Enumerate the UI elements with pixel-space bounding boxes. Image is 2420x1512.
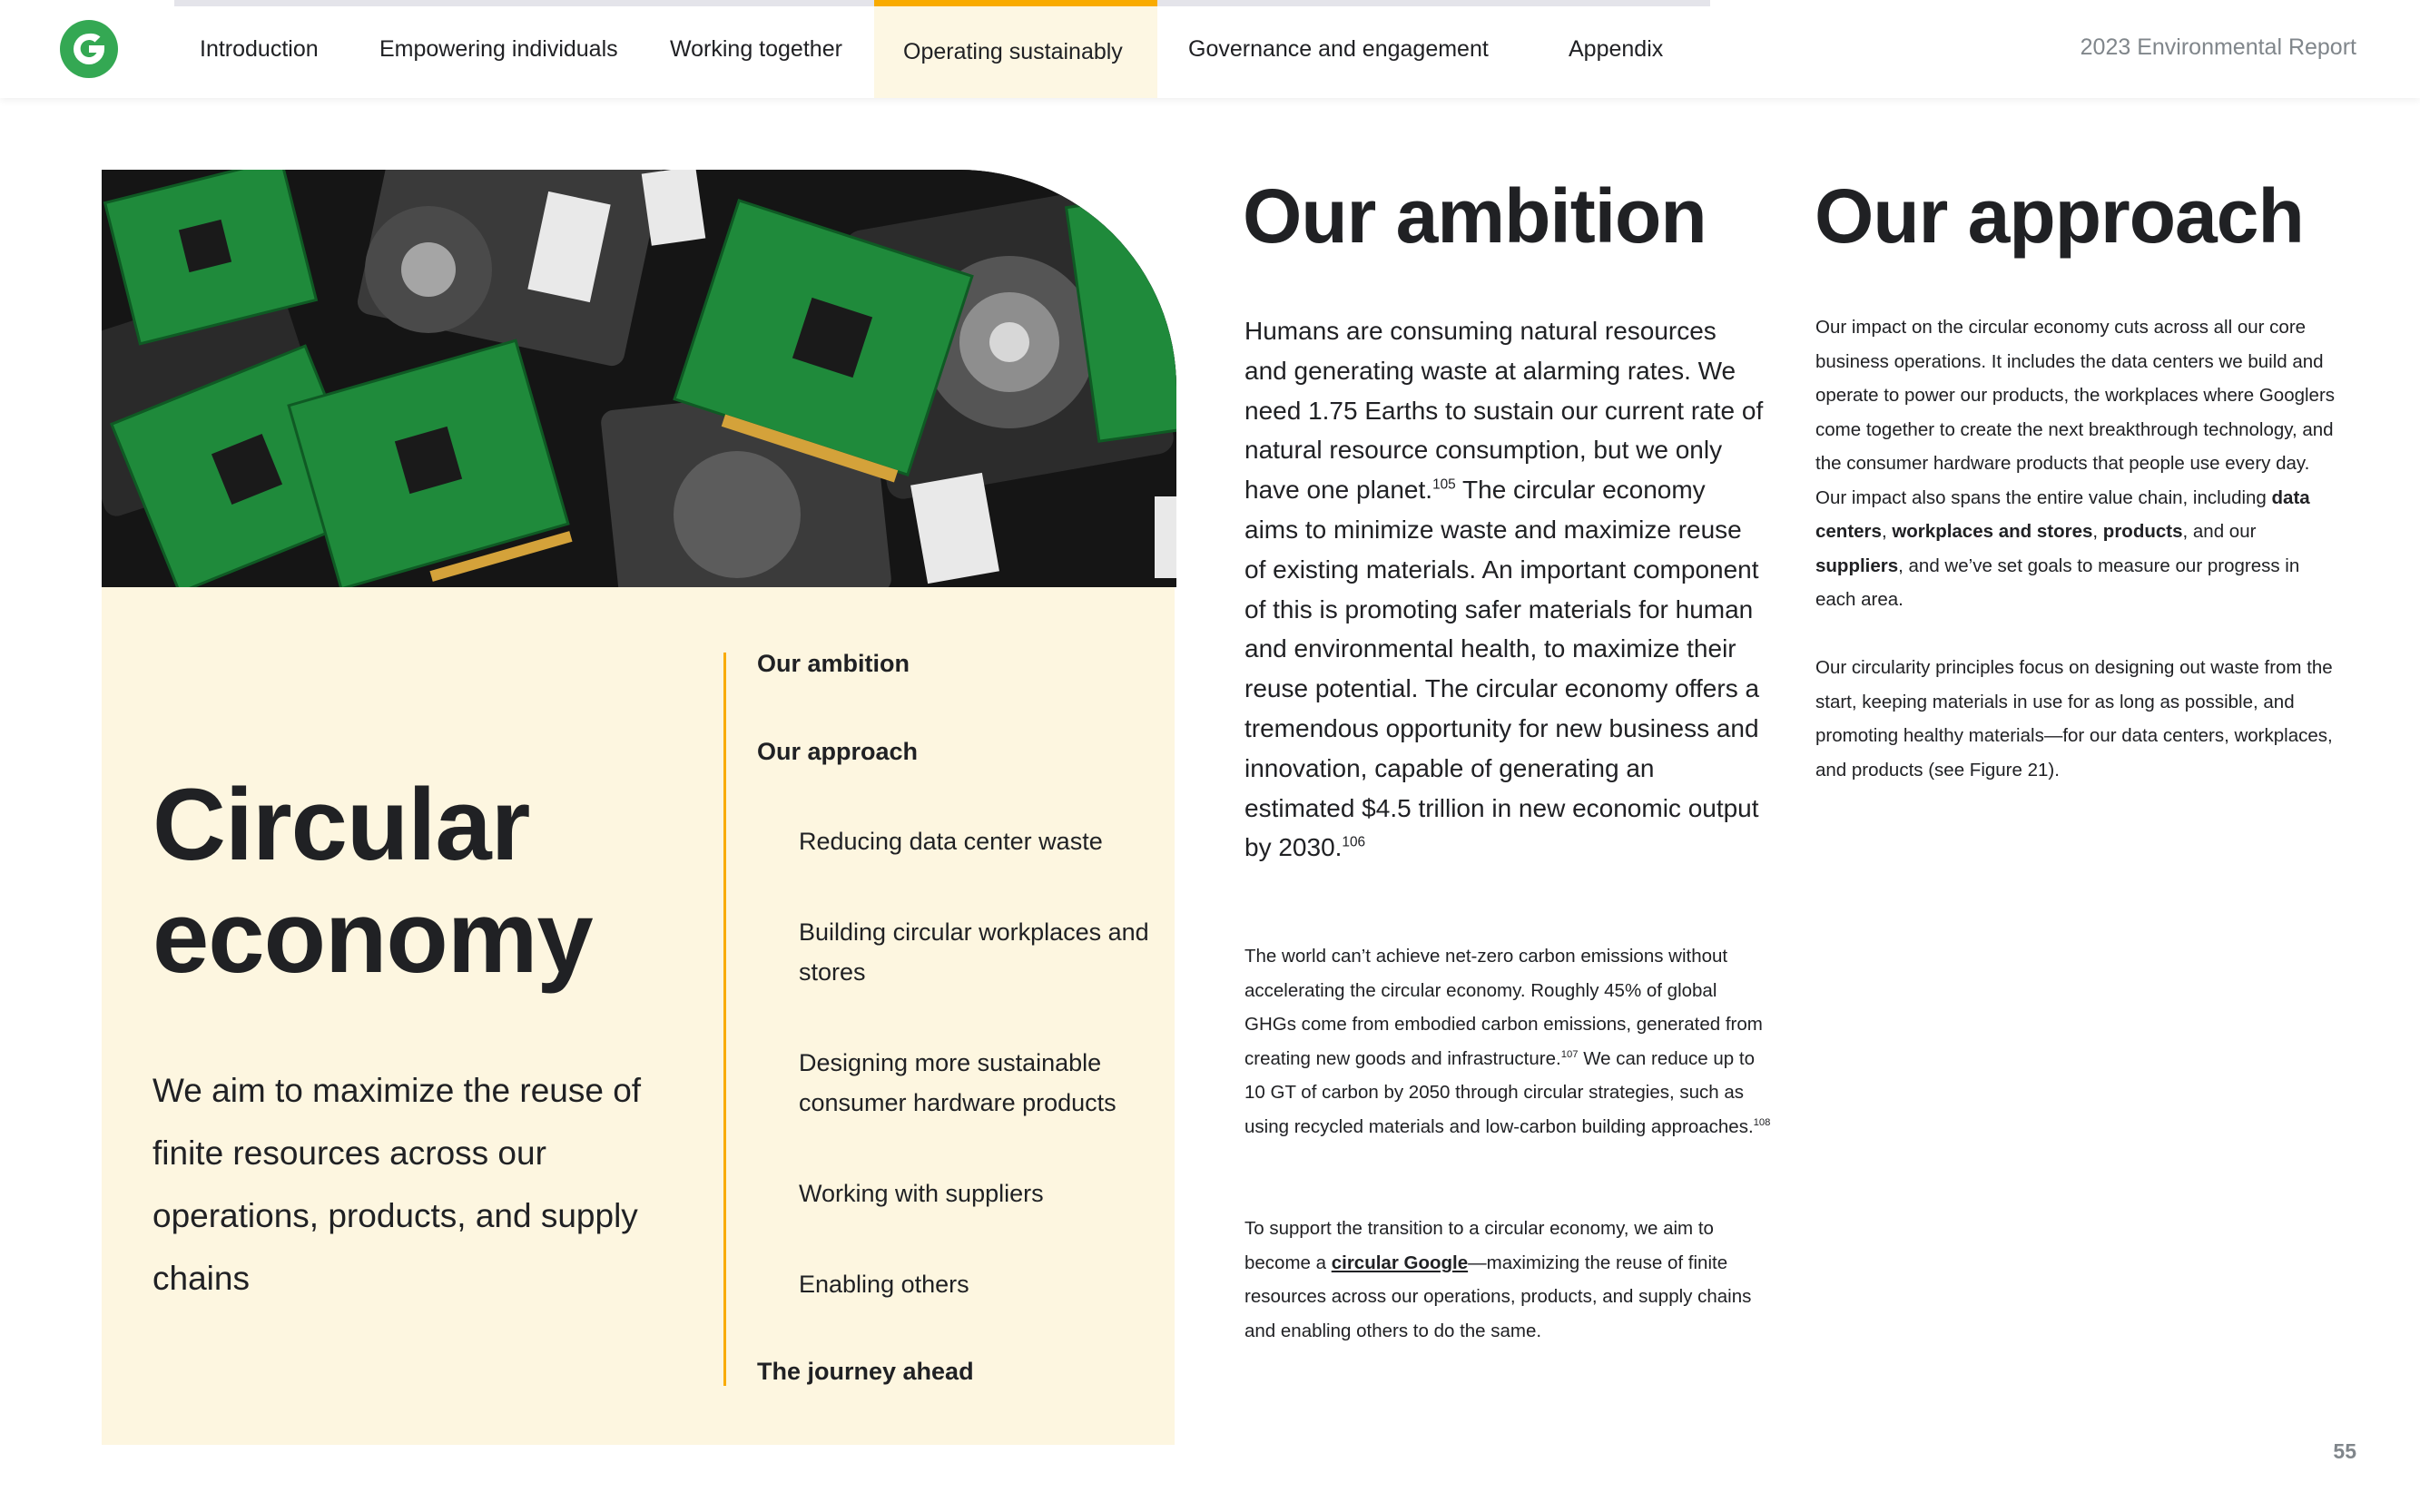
toc-item-enabling-others[interactable]: Enabling others [799, 1271, 969, 1298]
approach-term-suppliers: suppliers [1815, 555, 1899, 576]
nav-tab-governance-and-engagement[interactable]: Governance and engagement [1188, 35, 1489, 62]
toc-item-the-journey-ahead[interactable]: The journey ahead [757, 1358, 974, 1385]
nav-tab-appendix[interactable]: Appendix [1569, 35, 1664, 62]
report-title: 2023 Environmental Report [2080, 34, 2356, 60]
section-title-line-2: economy [152, 880, 593, 994]
approach-term-workplaces-and-stores: workplaces and stores [1892, 521, 2093, 542]
google-g-logo-icon[interactable] [60, 20, 118, 78]
section-intro-panel [102, 587, 1175, 1445]
ambition-p3-text-2: —maximizing the reuse of finite resources across our operations, products, and supply chains and enabling others to do the same. [1244, 1252, 1752, 1341]
approach-p1-text-1: Our impact on the circular economy cuts across all our core business operations. It includes the data centers we build and operate to power our products, the workplaces where Googlers come together to create the next breakthrough technology, and the consumer hardware products that people use every day. Our impact also spans the entire value chain, including [1815, 317, 2336, 508]
circular-google-link[interactable]: circular Google [1331, 1252, 1469, 1273]
ambition-lead-text-1: Humans are consuming natural resources and generating waste at alarming rates. We need 1.75 Earths to sustain our current rate of natural resource consumption, but we only have one planet. [1244, 317, 1764, 505]
toc-item-reducing-data-center-waste[interactable]: Reducing data center waste [799, 828, 1103, 855]
heading-our-approach: Our approach [1815, 173, 2304, 259]
ambition-p2-text-1: The world can’t achieve net-zero carbon emissions without accelerating the circular economy. Roughly 45% of global GHGs come from embodied carbon emissions, generated from creating new goods and infrastructure. [1244, 946, 1763, 1069]
footnote-ref[interactable]: 106 [1342, 835, 1366, 851]
toc-item-building-circular-workplaces[interactable]: Building circular workplaces and stores [799, 918, 1149, 986]
approach-p1-separator: , [1881, 521, 1893, 542]
toc-item-working-with-suppliers[interactable]: Working with suppliers [799, 1180, 1044, 1207]
approach-paragraph-1 [1815, 310, 2342, 617]
approach-term-data-centers: data centers [1815, 486, 2310, 542]
approach-p1-text-2: , and we’ve set goals to measure our progress in each area. [1815, 555, 2300, 610]
section-title-line-1: Circular [152, 768, 530, 881]
footnote-ref[interactable]: 108 [1753, 1116, 1771, 1128]
page-number: 55 [2333, 1439, 2356, 1463]
approach-term-products: products [2102, 521, 2183, 542]
footnote-ref[interactable]: 105 [1432, 476, 1456, 493]
footnote-ref[interactable]: 107 [1560, 1048, 1579, 1060]
toc-item-our-ambition[interactable]: Our ambition [757, 650, 910, 677]
heading-our-ambition: Our ambition [1243, 173, 1707, 259]
ambition-lead-paragraph [1244, 311, 1764, 868]
nav-tab-working-together[interactable]: Working together [670, 35, 842, 62]
ambition-lead-text-2: The circular economy aims to minimize waste and maximize reuse of existing materials. An important component of this is promoting safer materials for human and environmental health, to maximize their reuse potential. The circular economy offers a tremendous opportunity for new business and innovation, capable of generating an estimated $4.5 trillion in new economic output by 2030. [1244, 476, 1760, 862]
toc-item-designing-hardware-products[interactable]: Designing more sustainable consumer hardware products [799, 1049, 1117, 1116]
section-tagline: We aim to maximize the reuse of finite resources across our operations, products, and supply chains [152, 1072, 642, 1297]
approach-paragraph-2: Our circularity principles focus on designing out waste from the start, keeping materials in use for as long as possible, and promoting healthy materials—for our data centers, workplaces, and products (see Figure 21). [1815, 657, 2333, 781]
toc-item-our-approach[interactable]: Our approach [757, 738, 919, 765]
top-navigation-bar [0, 0, 2420, 98]
nav-tab-empowering-individuals[interactable]: Empowering individuals [379, 35, 618, 62]
hero-image [102, 170, 1176, 587]
approach-p1-separator: , [2092, 521, 2103, 542]
ambition-paragraph-2 [1244, 939, 1771, 1144]
nav-tab-introduction[interactable]: Introduction [200, 35, 319, 62]
approach-p1-separator: , and our [2182, 521, 2257, 542]
ambition-p2-text-2: We can reduce up to 10 GT of carbon by 2050 through circular strategies, such as using recycled materials and low-carbon building approaches. [1244, 1047, 1755, 1137]
ambition-paragraph-3 [1244, 1212, 1771, 1348]
ambition-p3-text-1: To support the transition to a circular economy, we aim to become a [1244, 1218, 1714, 1273]
toc-divider [723, 653, 726, 1386]
electronic-waste-photo-icon [102, 170, 1176, 587]
section-title [152, 769, 593, 994]
nav-tab-operating-sustainably[interactable]: Operating sustainably [874, 0, 1157, 98]
